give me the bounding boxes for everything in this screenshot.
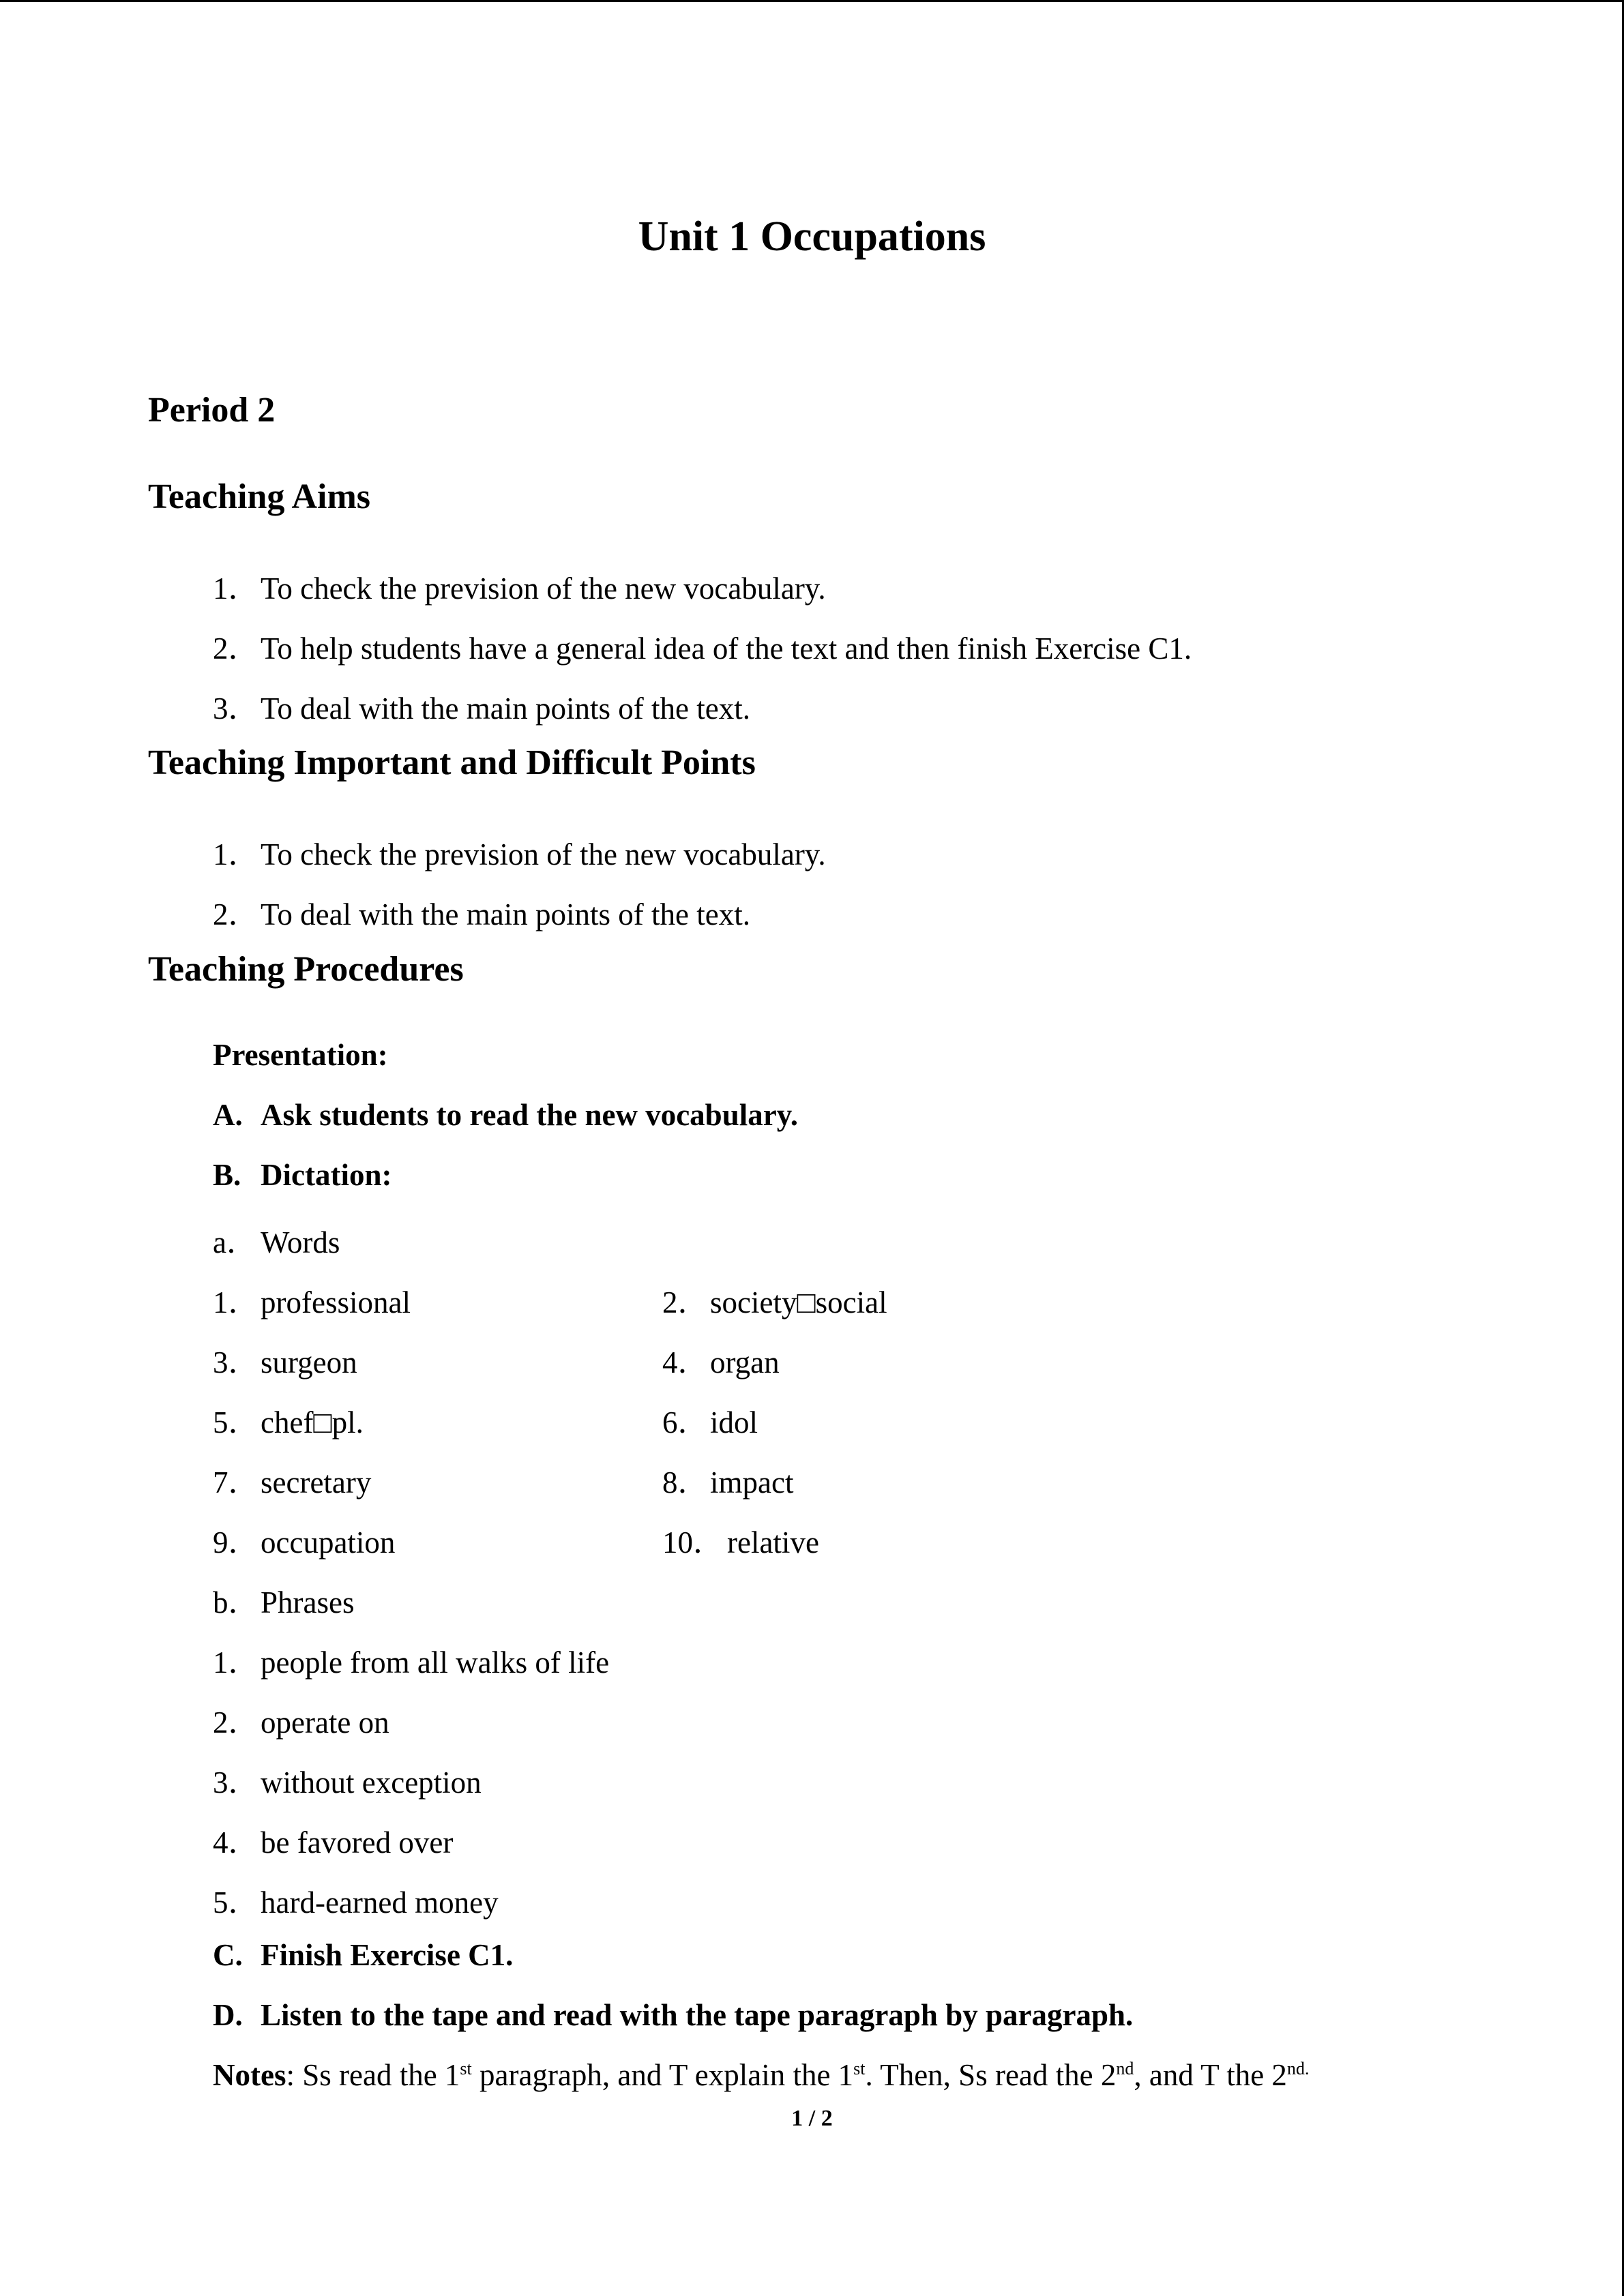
aim-item-number: 3． [213,691,259,726]
point-item-text: To deal with the main points of the text. [261,897,750,931]
word-item [213,1337,357,1382]
aim-item-text: To deal with the main points of the text. [261,691,750,726]
notes-superscript: nd. [1286,2059,1310,2078]
notes-part: , and T the 2 [1134,2058,1287,2092]
word-text: surgeon [261,1345,357,1380]
step-c-letter: C. [213,1938,243,1972]
aim-item-number: 1． [213,571,259,606]
phrases-label-letter: b． [213,1585,259,1620]
word-item [662,1517,819,1562]
word-number: 9． [213,1525,259,1560]
aim-item [213,683,750,728]
phrases-label-text: Phrases [261,1585,355,1620]
aim-item-number: 2． [213,631,259,666]
phrase-number: 4． [213,1825,259,1860]
phrase-number: 5． [213,1885,259,1920]
word-item [662,1397,758,1442]
step-c-text: Finish Exercise C1. [261,1938,514,1972]
word-text: chef□pl. [261,1405,364,1440]
phrase-text: without exception [261,1765,482,1800]
word-number: 2． [662,1285,709,1320]
words-label-text: Words [261,1225,340,1259]
word-text: secretary [261,1465,372,1500]
phrases-label [213,1577,354,1622]
phrase-number: 1． [213,1645,259,1680]
phrase-item [213,1637,609,1682]
page-number: 1 / 2 [791,2106,833,2131]
notes-superscript: nd [1116,2059,1134,2078]
word-item [662,1337,780,1382]
word-item [213,1457,371,1502]
word-text: impact [710,1465,794,1500]
point-item-number: 1． [213,837,259,871]
phrase-text: be favored over [261,1825,454,1860]
word-text: occupation [261,1525,396,1560]
notes-line [213,2057,1309,2093]
phrase-item [213,1877,499,1922]
phrase-item [213,1817,453,1862]
word-item [213,1397,364,1442]
aim-item [213,623,1192,668]
word-number: 7． [213,1465,259,1500]
phrase-text: operate on [261,1705,389,1740]
word-text: society□social [710,1285,887,1320]
word-number: 8． [662,1465,709,1500]
word-text: organ [710,1345,780,1380]
aim-item-text: To help students have a general idea of the text and then finish Exercise C1. [261,631,1192,666]
word-number: 5． [213,1405,259,1440]
point-item-text: To check the prevision of the new vocabulary. [261,837,826,871]
teaching-procedures-heading: Teaching Procedures [148,950,464,989]
step-a-text: Ask students to read the new vocabulary. [261,1098,798,1132]
phrase-text: hard-earned money [261,1885,499,1920]
point-item-number: 2． [213,897,259,931]
step-b-letter: B. [213,1158,241,1192]
period-heading: Period 2 [148,391,276,430]
important-points-heading: Teaching Important and Difficult Points [148,743,756,782]
point-item [213,829,826,874]
word-number: 1． [213,1285,259,1320]
word-number: 10． [662,1525,724,1560]
step-d-text: Listen to the tape and read with the tape paragraph by paragraph. [261,1998,1134,2032]
step-d-letter: D. [213,1998,243,2032]
word-item [662,1457,793,1502]
step-b [213,1157,392,1193]
phrase-item [213,1757,482,1802]
word-item [213,1277,411,1322]
presentation-label: Presentation: [213,1038,388,1072]
phrase-item [213,1697,389,1742]
teaching-aims-heading: Teaching Aims [148,477,371,516]
word-number: 3． [213,1345,259,1380]
words-label [213,1217,340,1262]
word-text: professional [261,1285,411,1320]
page-border-top [0,0,1624,2]
notes-part: paragraph, and T explain the 1 [471,2058,854,2092]
word-number: 6． [662,1405,709,1440]
aim-item-text: To check the prevision of the new vocabulary. [261,571,826,606]
words-label-letter: a． [213,1225,257,1259]
phrase-text: people from all walks of life [261,1645,610,1680]
step-b-text: Dictation: [261,1158,392,1192]
notes-part: : Ss read the 1 [286,2058,460,2092]
step-d [213,1997,1133,2033]
notes-label: Notes [213,2058,286,2092]
word-text: idol [710,1405,758,1440]
word-item [662,1277,887,1322]
step-a-letter: A. [213,1098,243,1132]
aim-item [213,563,826,608]
word-text: relative [727,1525,819,1560]
notes-superscript: st [460,2059,472,2078]
page-title: Unit 1 Occupations [638,213,986,260]
phrase-number: 3． [213,1765,259,1800]
notes-superscript: st [853,2059,866,2078]
word-number: 4． [662,1345,709,1380]
word-item [213,1517,395,1562]
phrase-number: 2． [213,1705,259,1740]
step-a [213,1097,798,1133]
point-item [213,889,750,934]
step-c [213,1937,513,1973]
notes-part: . Then, Ss read the 2 [865,2058,1117,2092]
